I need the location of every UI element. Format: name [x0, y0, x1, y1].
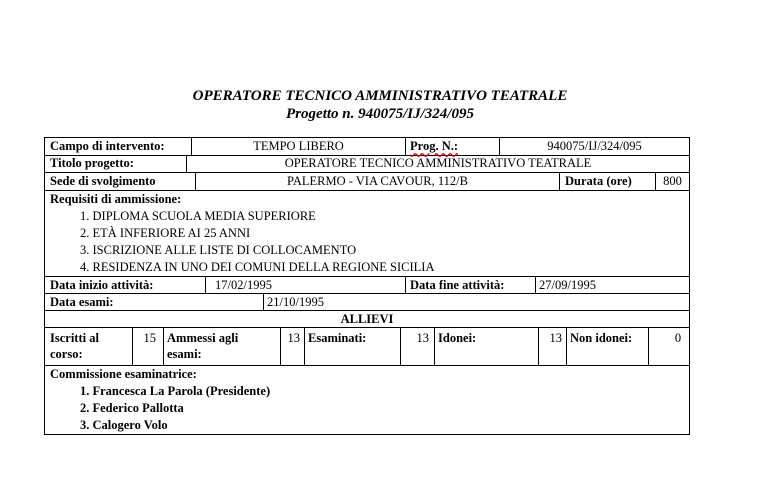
commissione-label: Commissione esaminatrice:	[50, 367, 197, 381]
sede-value: PALERMO - VIA CAVOUR, 112/B	[287, 174, 468, 188]
sede-label: Sede di svolgimento	[50, 174, 156, 188]
commissione-member: 3. Calogero Volo	[80, 418, 168, 432]
commissione-member: 1. Francesca La Parola (Presidente)	[80, 384, 271, 398]
cell-divider	[559, 172, 560, 190]
titolo-label: Titolo progetto:	[50, 156, 134, 170]
row-divider	[45, 327, 689, 328]
cell-divider	[205, 276, 206, 293]
cell-divider	[566, 327, 567, 365]
ammessi-label: esami:	[167, 347, 202, 361]
prog-value: 940075/IJ/324/095	[547, 139, 642, 153]
non-idonei-value: 0	[674, 331, 682, 345]
idonei-value: 13	[549, 331, 562, 345]
document-subtitle: Progetto n. 940075/IJ/324/095	[286, 106, 474, 122]
prog-label: Prog. N.:	[410, 139, 459, 153]
data-inizio-label: Data inizio attività:	[50, 278, 154, 292]
non-idonei-label: Non idonei:	[570, 331, 633, 345]
cell-divider	[304, 327, 305, 365]
cell-divider	[434, 327, 435, 365]
requisiti-item: 1. DIPLOMA SCUOLA MEDIA SUPERIORE	[80, 209, 316, 223]
cell-divider	[163, 327, 164, 365]
row-divider	[45, 310, 689, 311]
iscritti-value: 15	[143, 331, 156, 345]
allievi-heading: ALLIEVI	[340, 312, 394, 326]
cell-divider	[535, 276, 536, 293]
requisiti-item: 2. ETÀ INFERIORE AI 25 ANNI	[80, 226, 251, 240]
durata-value: 800	[663, 174, 682, 188]
data-inizio-value: 17/02/1995	[215, 278, 272, 292]
requisiti-label: Requisiti di ammissione:	[50, 192, 182, 206]
esaminati-label: Esaminati:	[308, 331, 367, 345]
idonei-label: Idonei:	[438, 331, 477, 345]
requisiti-item: 4. RESIDENZA IN UNO DEI COMUNI DELLA REGIONE SICILIA	[80, 260, 435, 274]
durata-label: Durata (ore)	[565, 174, 632, 188]
row-divider	[45, 293, 689, 294]
row-divider	[45, 365, 689, 366]
ammessi-label: Ammessi agli	[167, 331, 239, 345]
iscritti-label: corso:	[50, 347, 83, 361]
data-fine-value: 27/09/1995	[539, 278, 596, 292]
cell-divider	[263, 293, 264, 310]
document-title: OPERATORE TECNICO AMMINISTRATIVO TEATRALE	[192, 88, 568, 104]
titolo-value: OPERATORE TECNICO AMMINISTRATIVO TEATRALE	[284, 156, 592, 170]
requisiti-item: 3. ISCRIZIONE ALLE LISTE DI COLLOCAMENTO	[80, 243, 357, 257]
iscritti-label: Iscritti al	[50, 331, 99, 345]
commissione-member: 2. Federico Pallotta	[80, 401, 184, 415]
row-divider	[45, 190, 689, 191]
project-table	[44, 137, 690, 435]
esaminati-value: 13	[416, 331, 429, 345]
ammessi-value: 13	[287, 331, 300, 345]
data-esami-value: 21/10/1995	[267, 295, 324, 309]
campo-label: Campo di intervento:	[50, 139, 165, 153]
cell-divider	[405, 138, 406, 155]
campo-value: TEMPO LIBERO	[253, 139, 344, 153]
row-divider	[45, 276, 689, 277]
row-divider	[45, 172, 689, 173]
cell-divider	[405, 276, 406, 293]
data-fine-label: Data fine attività:	[410, 278, 505, 292]
data-esami-label: Data esami:	[50, 295, 114, 309]
